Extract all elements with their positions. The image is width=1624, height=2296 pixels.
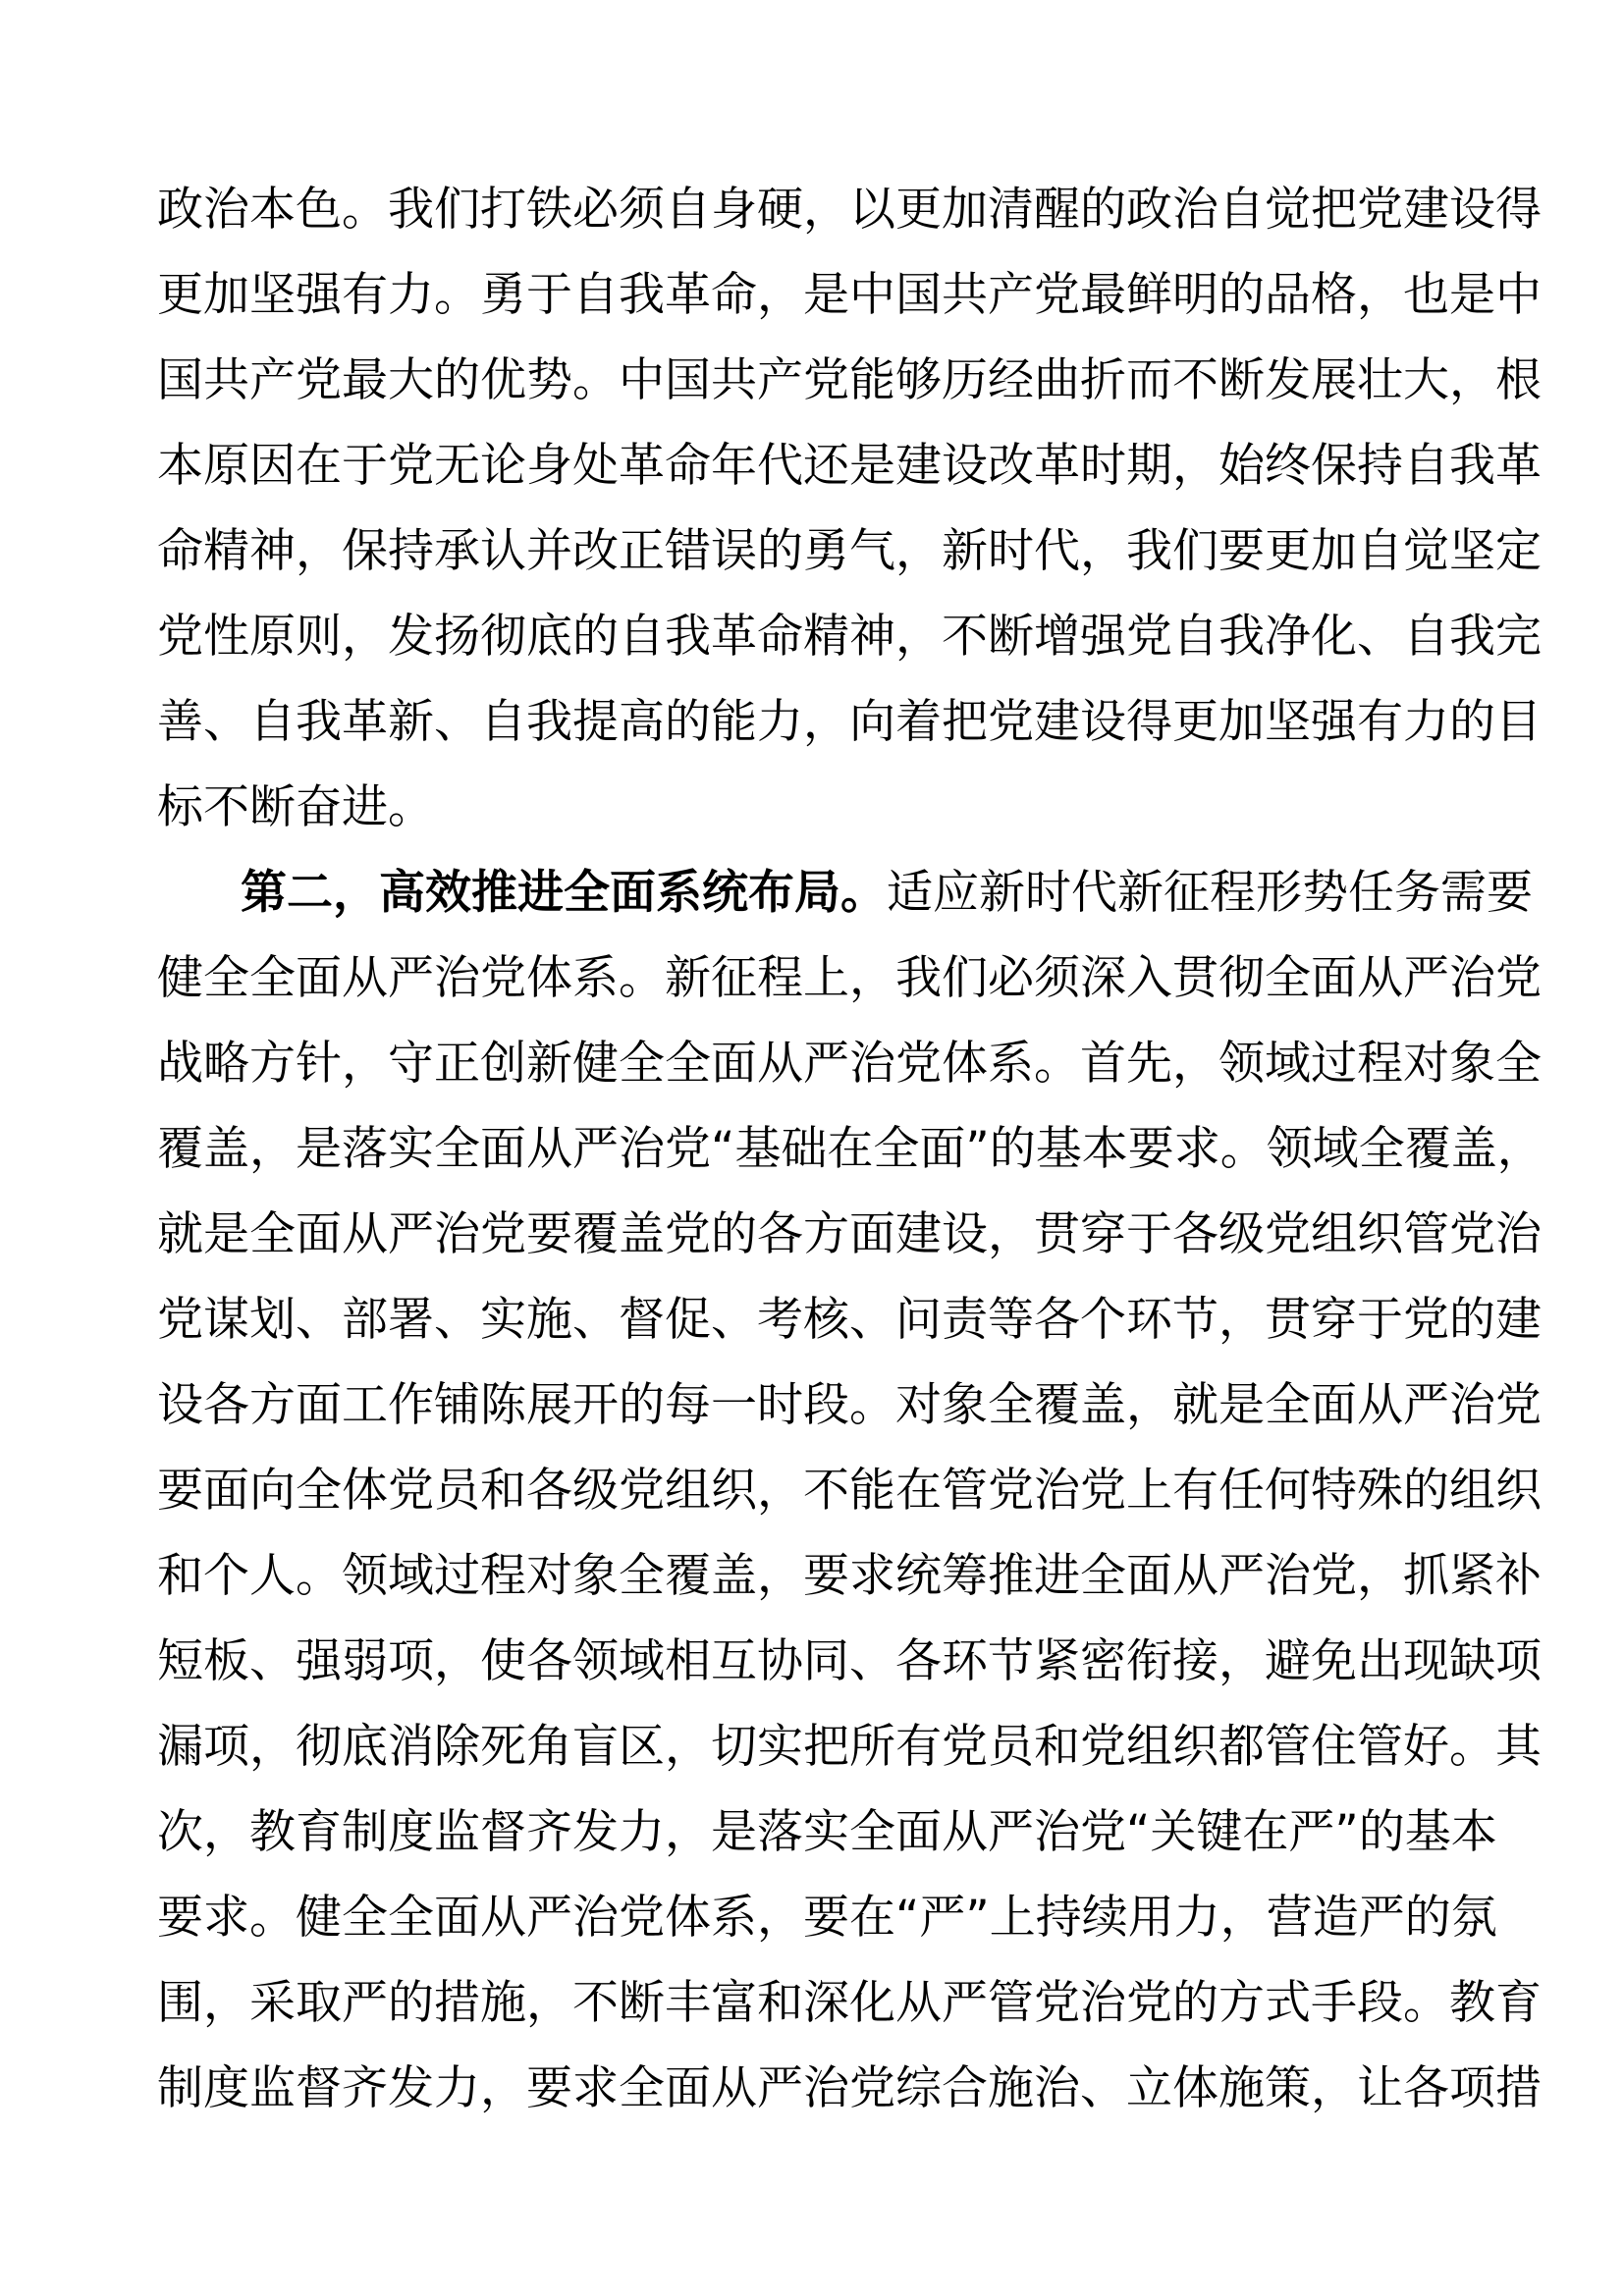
text-line [157, 1277, 1542, 1362]
text-line [157, 1362, 1542, 1448]
line-text: 和个人。领域过程对象全覆盖，要求统筹推进全面从严治党，抓紧补 [157, 1549, 1542, 1603]
text-line [157, 508, 1542, 594]
line-text: 战略方针，守正创新健全全面从严治党体系。首先，领域过程对象全 [157, 1037, 1542, 1091]
line-text: 设各方面工作铺陈展开的每一时段。对象全覆盖，就是全面从严治党 [157, 1378, 1542, 1432]
line-text: 要面向全体党员和各级党组织，不能在管党治党上有任何特殊的组织 [157, 1464, 1542, 1518]
line-text: 漏项，彻底消除死角盲区，切实把所有党员和党组织都管住管好。其 [157, 1720, 1542, 1774]
line-text: 国共产党最大的优势。中国共产党能够历经曲折而不断发展壮大，根 [157, 353, 1542, 407]
line-text: 就是全面从严治党要覆盖党的各方面建设，贯穿于各级党组织管党治 [157, 1207, 1542, 1261]
line-text: 善、自我革新、自我提高的能力，向着把党建设得更加坚强有力的目 [157, 695, 1542, 749]
text-line [157, 167, 1542, 252]
line-text: 围，采取严的措施，不断丰富和深化从严管党治党的方式手段。教育 [157, 1976, 1542, 2030]
line-text: 本原因在于党无论身处革命年代还是建设改革时期，始终保持自我革 [157, 439, 1542, 493]
paragraph-heading-line [241, 850, 1533, 935]
text-line [157, 935, 1542, 1021]
text-line [157, 1619, 1542, 1704]
text-line [157, 1106, 1543, 1192]
line-text: 覆盖，是落实全面从严治党“基础在全面”的基本要求。领域全覆盖， [157, 1122, 1543, 1176]
text-line [157, 594, 1542, 679]
text-line [157, 1704, 1542, 1789]
line-text: 健全全面从严治党体系。新征程上，我们必须深入贯彻全面从严治党 [157, 951, 1542, 1005]
text-line [157, 338, 1542, 423]
line-text: 短板、强弱项，使各领域相互协同、各环节紧密衔接，避免出现缺项 [157, 1634, 1542, 1688]
line-text: 更加坚强有力。勇于自我革命，是中国共产党最鲜明的品格，也是中 [157, 268, 1542, 322]
text-line [157, 765, 1473, 850]
line-text: 政治本色。我们打铁必须自身硬，以更加清醒的政治自觉把党建设得 [157, 183, 1542, 237]
text-line [157, 1533, 1542, 1619]
line-text: 次，教育制度监督齐发力，是落实全面从严治党“关键在严”的基本 [157, 1805, 1497, 1859]
line-text: 标不断奋进。 [157, 780, 434, 834]
text-line [157, 1192, 1542, 1277]
line-text: 制度监督齐发力，要求全面从严治党综合施治、立体施策，让各项措 [157, 2061, 1542, 2115]
text-line [157, 1960, 1542, 2046]
text-line [157, 2046, 1542, 2131]
text-line [157, 679, 1542, 765]
text-line [157, 1875, 1497, 1960]
line-text: 适应新时代新征程形势任务需要 [887, 866, 1533, 920]
line-text: 党性原则，发扬彻底的自我革命精神，不断增强党自我净化、自我完 [157, 610, 1542, 664]
text-line [157, 252, 1542, 338]
text-line [157, 423, 1542, 508]
section-heading: 第二，高效推进全面系统布局。 [241, 866, 887, 920]
line-text: 党谋划、部署、实施、督促、考核、问责等各个环节，贯穿于党的建 [157, 1293, 1542, 1347]
line-text: 要求。健全全面从严治党体系，要在“严”上持续用力，营造严的氛 [157, 1891, 1497, 1945]
line-text: 命精神，保持承认并改正错误的勇气，新时代，我们要更加自觉坚定 [157, 524, 1542, 578]
text-line [157, 1789, 1497, 1875]
text-line [157, 1448, 1542, 1533]
text-line [157, 1021, 1542, 1106]
